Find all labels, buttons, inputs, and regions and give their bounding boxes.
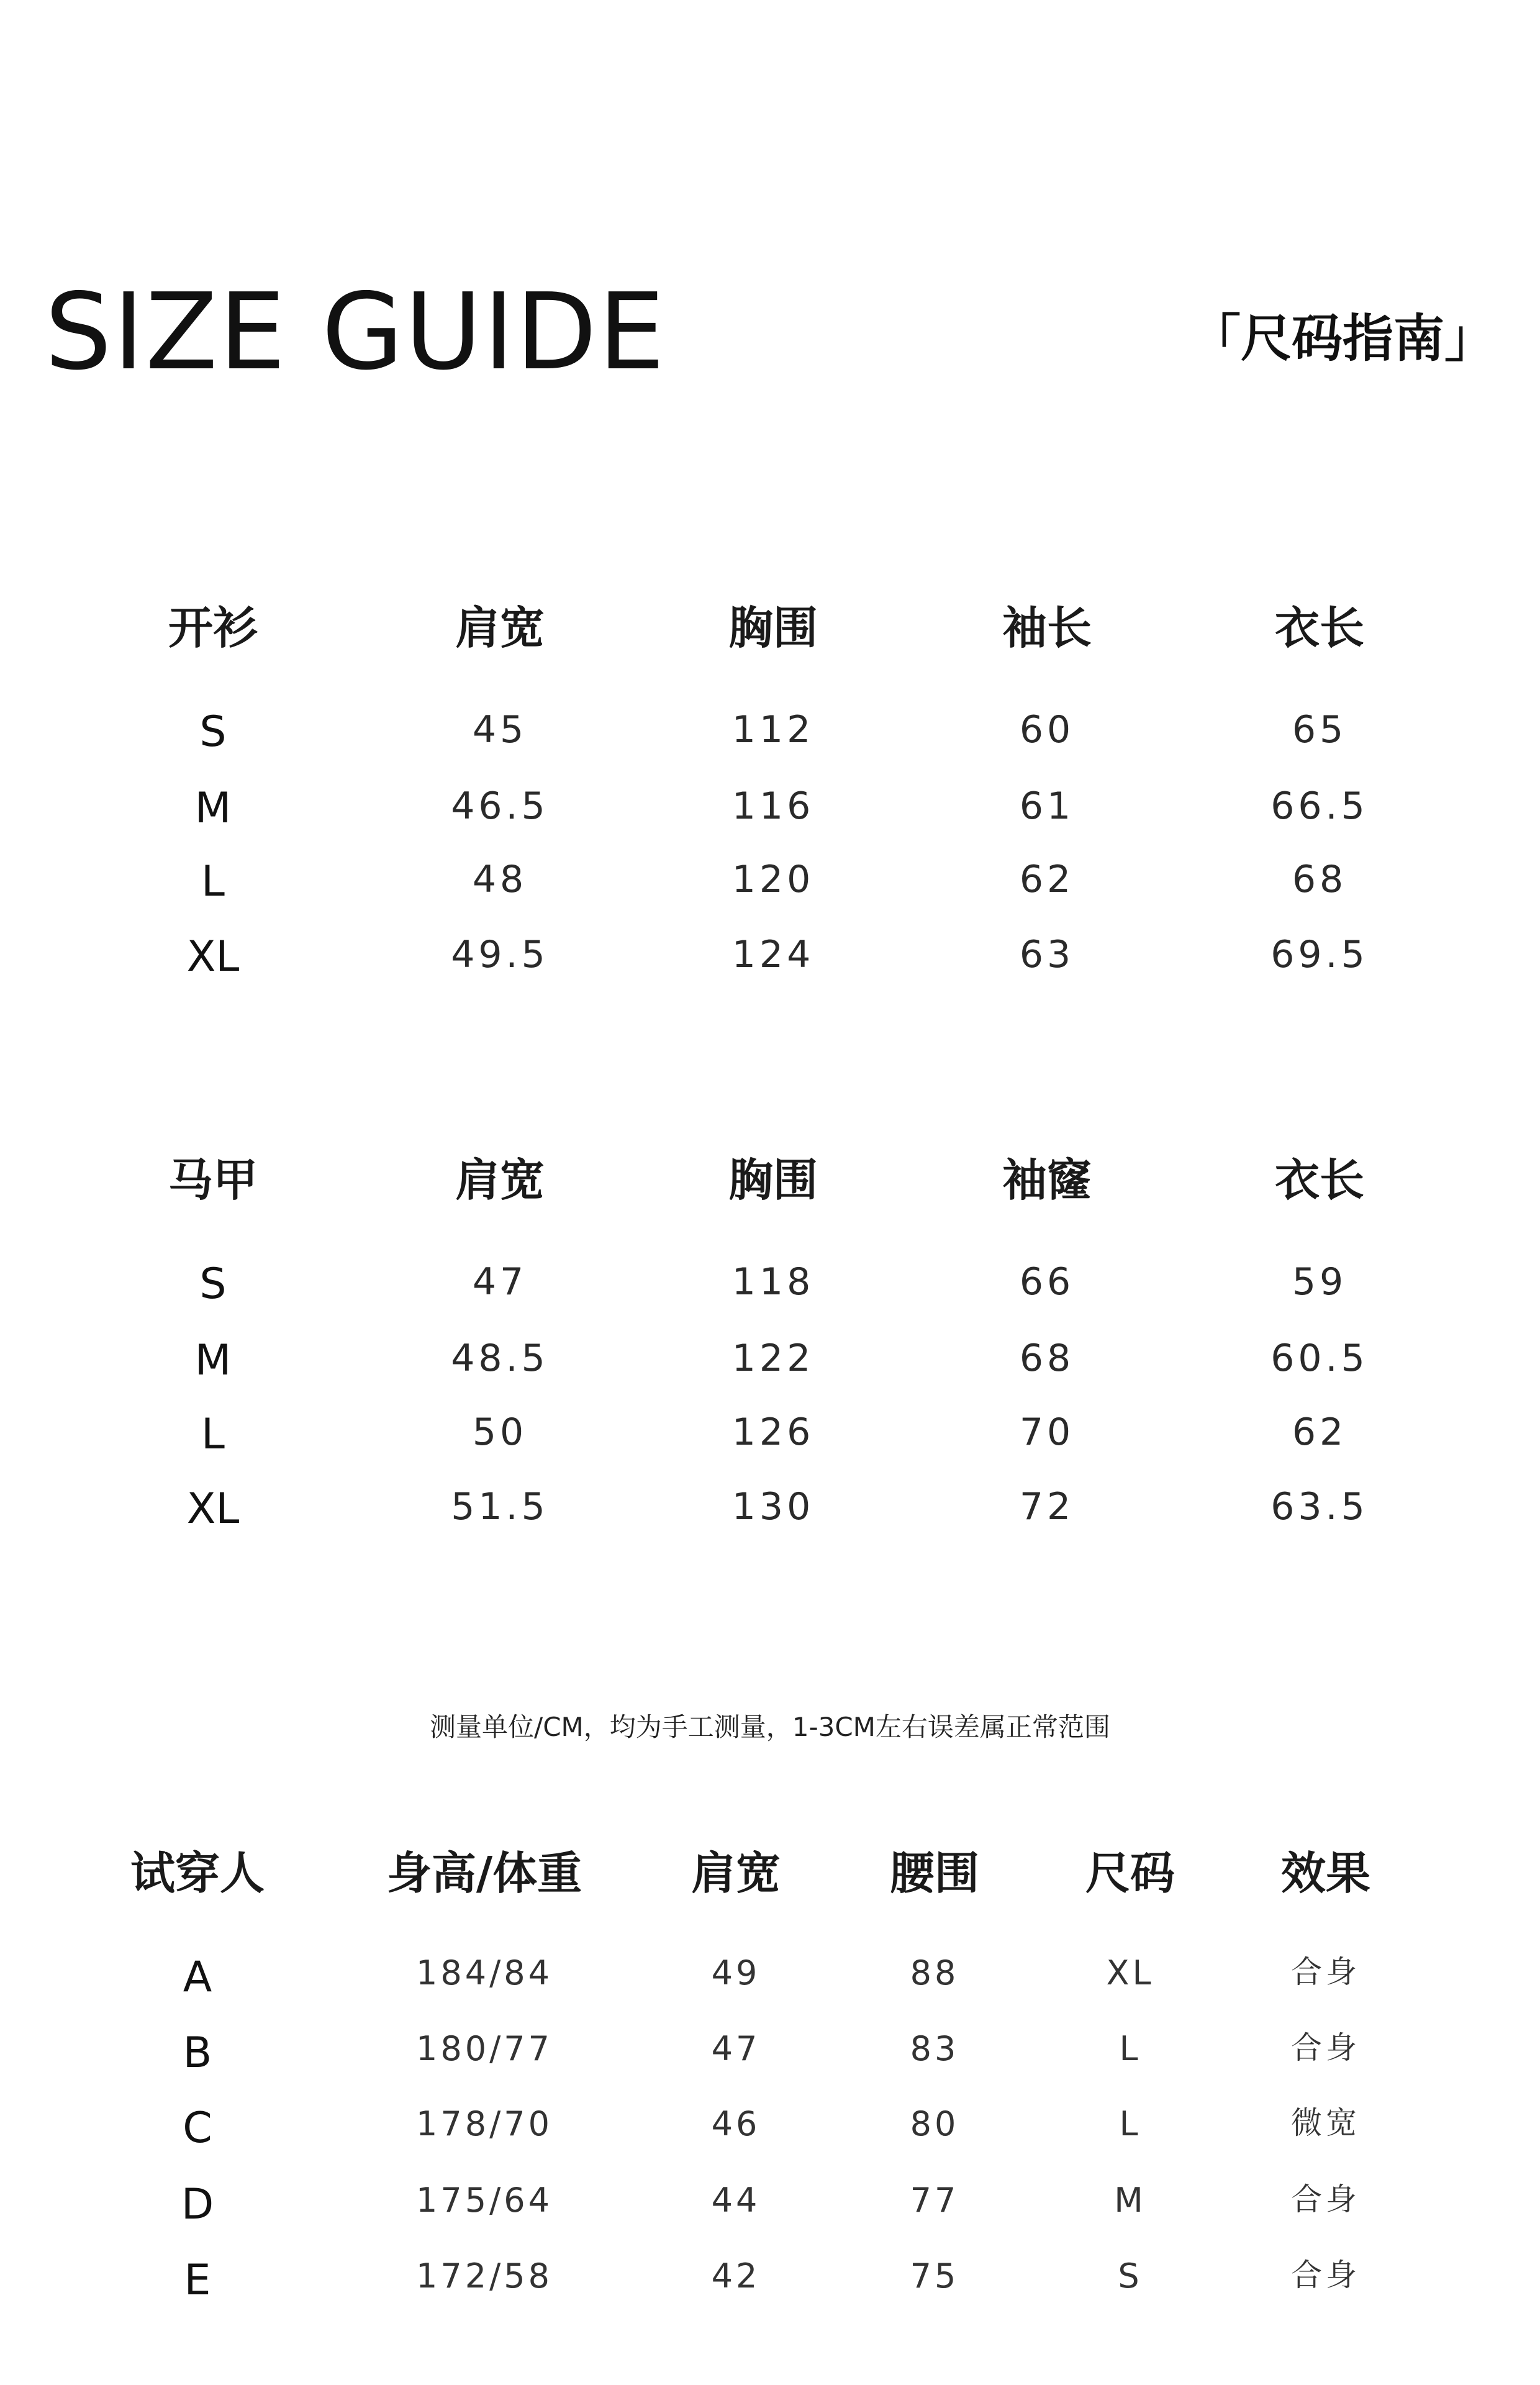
table-cell: 46.5 <box>451 784 549 828</box>
column-header: 袖窿 <box>1002 1154 1092 1206</box>
size-cell: L <box>201 857 225 906</box>
table-cell: 48.5 <box>451 1337 549 1380</box>
table-cell: 122 <box>732 1337 815 1380</box>
table-cell: 124 <box>732 933 815 976</box>
table-cell: 47 <box>472 1260 528 1304</box>
table-cell: 合身 <box>1291 2257 1361 2293</box>
table-cell: 120 <box>732 858 815 901</box>
column-header: 试穿人 <box>130 1847 265 1899</box>
table-cell: 60.5 <box>1270 1337 1369 1380</box>
size-cell: L <box>201 1410 225 1459</box>
table-cell: 178/70 <box>416 2104 553 2143</box>
table-cell: 42 <box>711 2256 761 2296</box>
measurement-note: 测量单位/CM，均为手工测量，1-3CM左右误差属正常范围 <box>430 1712 1110 1742</box>
table-cell: 61 <box>1019 784 1075 828</box>
table-cell: 75 <box>910 2256 959 2296</box>
table-cell: 83 <box>910 2029 959 2068</box>
table-cell: 59 <box>1292 1260 1348 1304</box>
table-cell: M <box>1114 2181 1146 2220</box>
table-cell: 68 <box>1292 858 1348 901</box>
table-cell: 合身 <box>1291 2030 1361 2066</box>
table-cell: 88 <box>910 1953 959 1992</box>
table-cell: 60 <box>1019 708 1075 752</box>
table-cell: 51.5 <box>451 1485 549 1529</box>
table-cell: 65 <box>1292 708 1348 752</box>
size-cell: S <box>199 707 227 756</box>
size-cell: XL <box>186 932 240 981</box>
person-cell: C <box>183 2104 212 2153</box>
table-cell: 126 <box>732 1411 815 1454</box>
table-cell: 66 <box>1019 1260 1075 1304</box>
size-guide-title-cn: 「尺码指南」 <box>1189 309 1495 368</box>
table-cell: 66.5 <box>1270 784 1369 828</box>
column-header: 衣长 <box>1274 1154 1365 1206</box>
size-cell: XL <box>186 1484 240 1533</box>
table-cell: 118 <box>732 1260 815 1304</box>
size-cell: M <box>194 1336 232 1385</box>
table-cell: 50 <box>472 1411 528 1454</box>
column-header: 开衫 <box>168 602 258 654</box>
table-cell: 62 <box>1292 1411 1348 1454</box>
table-cell: 45 <box>472 708 528 752</box>
table-cell: 70 <box>1019 1411 1075 1454</box>
size-cell: M <box>194 784 232 833</box>
table-cell: 112 <box>732 708 815 752</box>
table-cell: 172/58 <box>416 2256 553 2296</box>
column-header: 胸围 <box>728 602 818 654</box>
table-cell: 184/84 <box>416 1953 553 1992</box>
column-header: 衣长 <box>1274 602 1365 654</box>
column-header: 尺码 <box>1085 1847 1175 1899</box>
table-cell: 175/64 <box>416 2181 553 2220</box>
table-cell: 49.5 <box>451 933 549 976</box>
table-cell: 180/77 <box>416 2029 553 2068</box>
column-header: 腰围 <box>889 1847 980 1899</box>
person-cell: B <box>183 2028 212 2078</box>
column-header: 效果 <box>1280 1847 1371 1899</box>
column-header: 肩宽 <box>455 1154 545 1206</box>
table-cell: L <box>1119 2029 1141 2068</box>
table-cell: 77 <box>910 2181 959 2220</box>
table-cell: 微宽 <box>1291 2105 1361 2141</box>
size-guide-title: SIZE GUIDE <box>45 271 666 394</box>
table-cell: 62 <box>1019 858 1075 901</box>
person-cell: D <box>181 2180 214 2229</box>
table-cell: 46 <box>711 2104 761 2143</box>
size-cell: S <box>199 1260 227 1309</box>
table-cell: XL <box>1106 1953 1154 1992</box>
table-cell: 69.5 <box>1270 933 1369 976</box>
table-cell: 116 <box>732 784 815 828</box>
table-cell: 48 <box>472 858 528 901</box>
table-cell: 130 <box>732 1485 815 1529</box>
table-cell: 63 <box>1019 933 1075 976</box>
person-cell: E <box>184 2256 211 2305</box>
table-cell: 63.5 <box>1270 1485 1369 1529</box>
column-header: 袖长 <box>1002 602 1092 654</box>
column-header: 肩宽 <box>691 1847 781 1899</box>
column-header: 马甲 <box>168 1154 258 1206</box>
table-cell: 49 <box>711 1953 761 1992</box>
person-cell: A <box>183 1953 212 2002</box>
table-cell: 47 <box>711 2029 761 2068</box>
table-cell: L <box>1119 2104 1141 2143</box>
table-cell: 44 <box>711 2181 761 2220</box>
table-cell: 80 <box>910 2104 959 2143</box>
table-cell: 合身 <box>1291 1954 1361 1990</box>
column-header: 肩宽 <box>455 602 545 654</box>
table-cell: 68 <box>1019 1337 1075 1380</box>
table-cell: S <box>1118 2256 1143 2296</box>
column-header: 胸围 <box>728 1154 818 1206</box>
table-cell: 合身 <box>1291 2181 1361 2217</box>
column-header: 身高/体重 <box>386 1847 582 1899</box>
table-cell: 72 <box>1019 1485 1075 1529</box>
